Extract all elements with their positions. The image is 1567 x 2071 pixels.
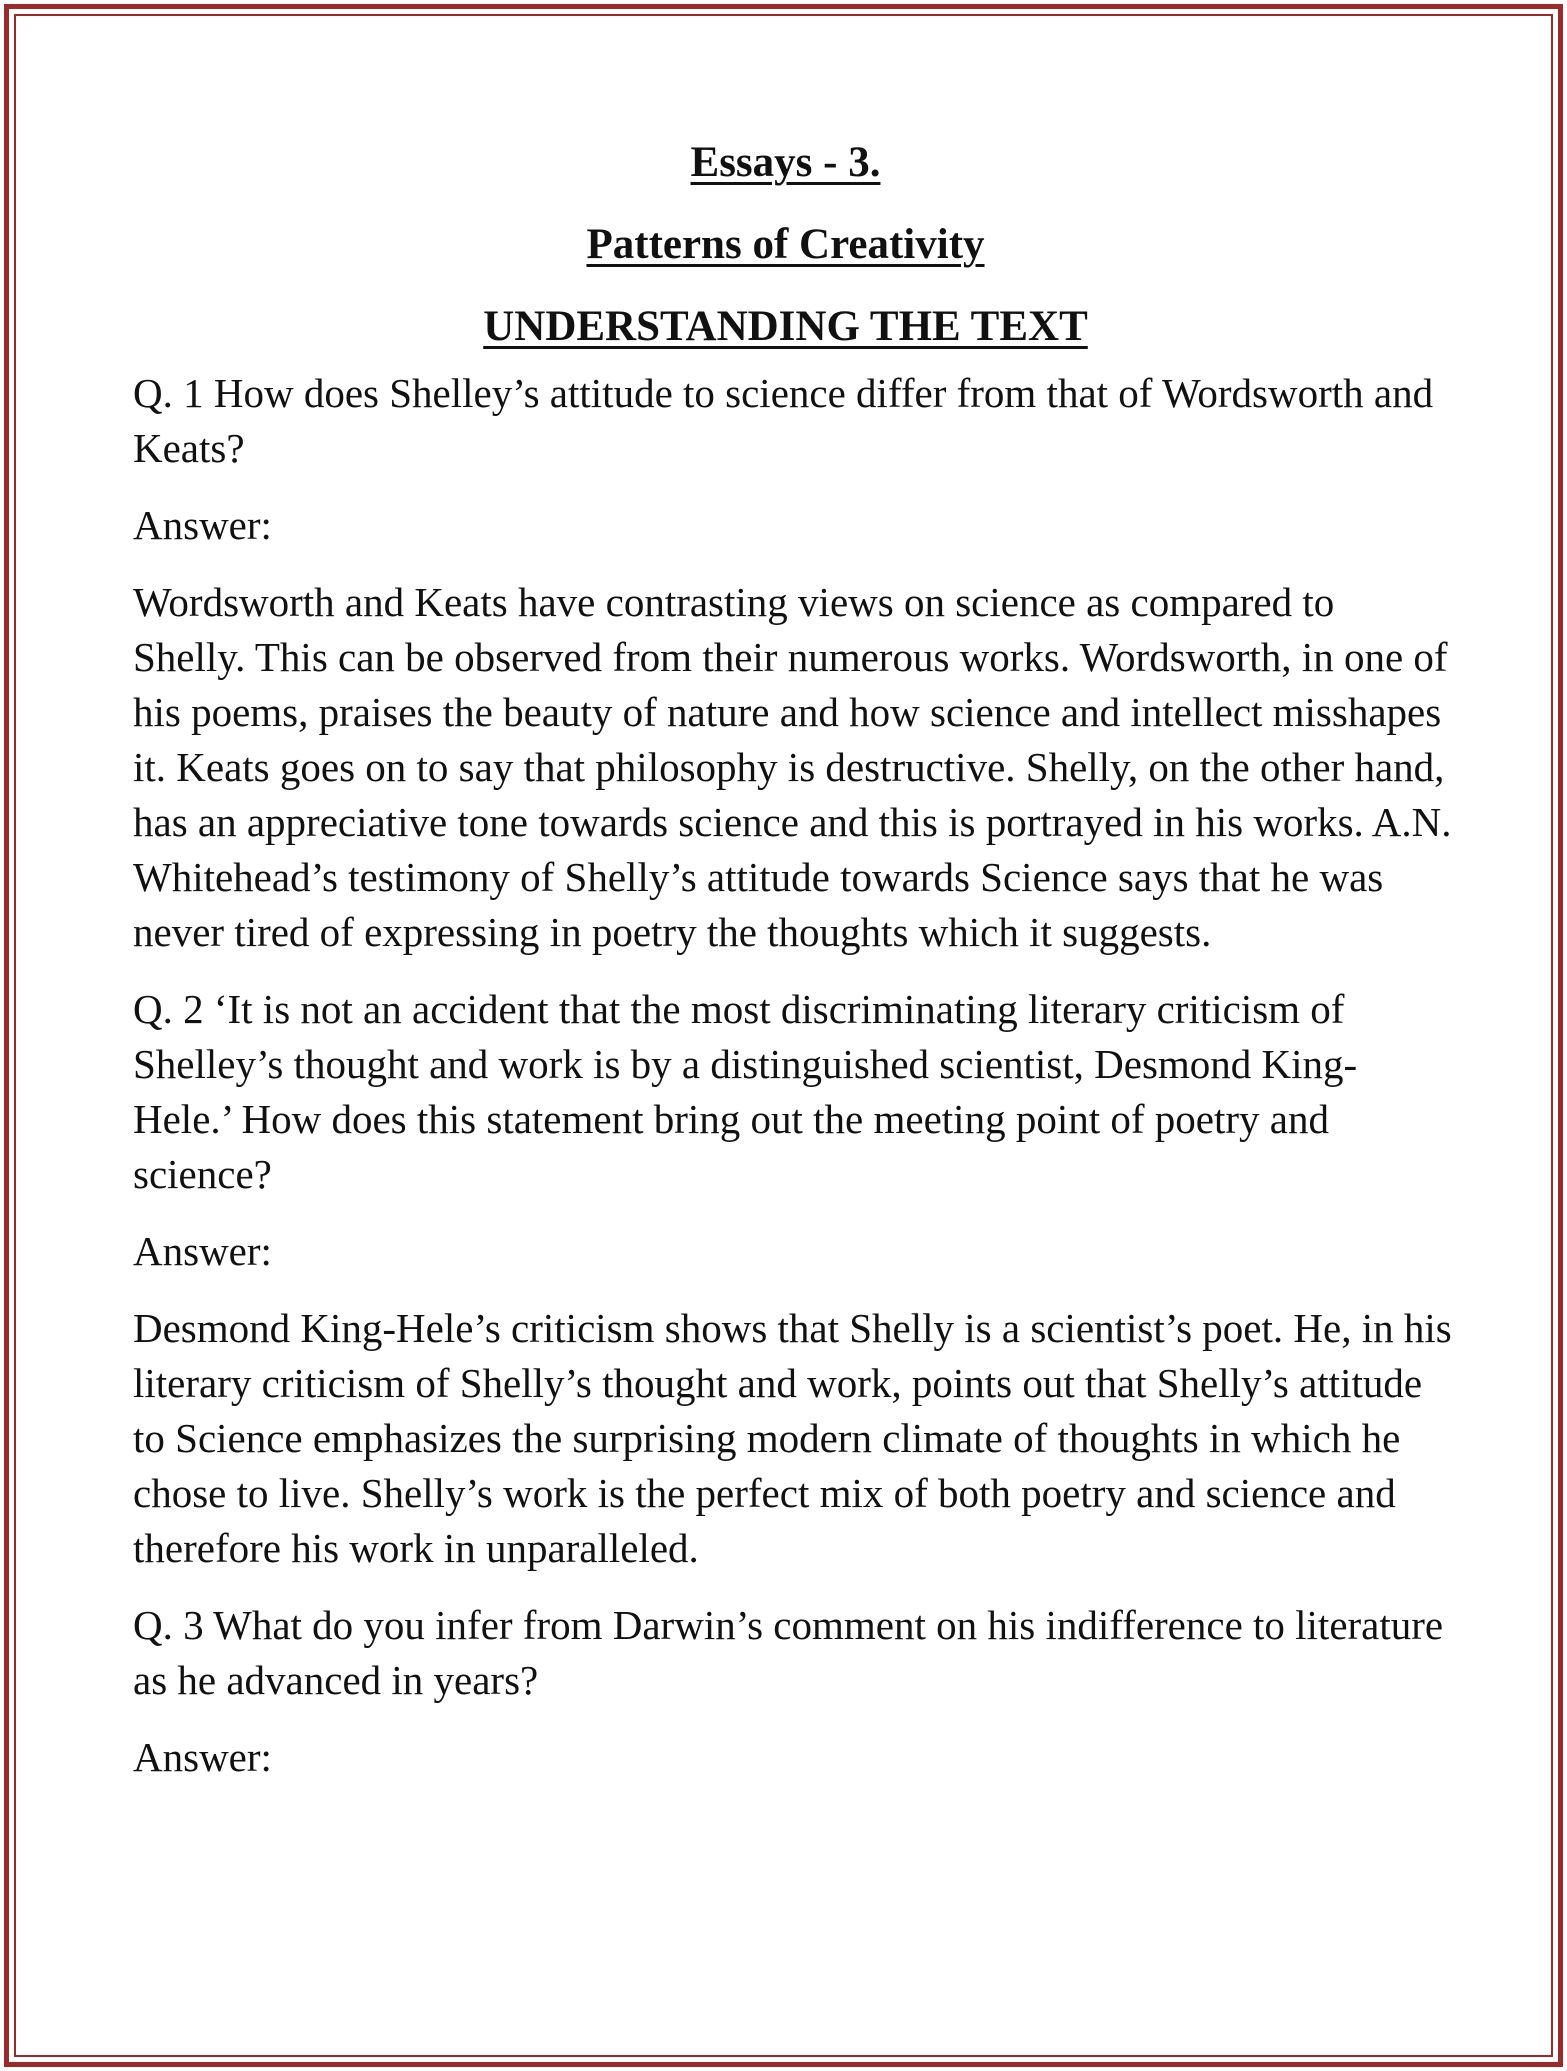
section-title: UNDERSTANDING THE TEXT [483,303,1088,350]
question-1: Q. 1 How does Shelley’s attitude to science differ from that of Wordsworth and Keats? [133,370,1434,471]
answer-label-2: Answer: [133,1228,272,1274]
answer-2: Desmond King-Hele’s criticism shows that Shelly is a scientist’s poet. He, in his literary criticism of Shelly’s thought and work, points out that Shelly’s attitude to Science emphasizes the surprising modern climate of thoughts in which he chose to live. Shelly’s work is the perfect mix of both poetry and science and therefore his work in unparalleled. [133,1305,1452,1571]
document-content [133,136,1453,1807]
answer-label-3: Answer: [133,1734,272,1780]
answer-1: Wordsworth and Keats have contrasting views on science as compared to Shelly. This can be observed from their numerous works. Wordsworth, in one of his poems, praises the beauty of nature and how science and intellect misshapes it. Keats goes on to say that philosophy is destructive. Shelly, on the other hand, has an appreciative tone towards science and this is portrayed in his works. A.N. Whitehead’s testimony of Shelly’s attitude towards Science says that he was never tired of expressing in poetry the thoughts which it suggests. [133,579,1452,955]
answer-label-1: Answer: [133,502,272,548]
essay-title: Essays - 3. [690,139,881,186]
question-2: Q. 2 ‘It is not an accident that the most discriminating literary criticism of Shelley’s thought and work is by a distinguished scientist, Desmond King-Hele.’ How does this statement bring out the meeting point of poetry and science? [133,986,1358,1197]
question-3: Q. 3 What do you infer from Darwin’s comment on his indifference to literature as he advanced in years? [133,1602,1444,1703]
chapter-title: Patterns of Creativity [586,221,985,268]
